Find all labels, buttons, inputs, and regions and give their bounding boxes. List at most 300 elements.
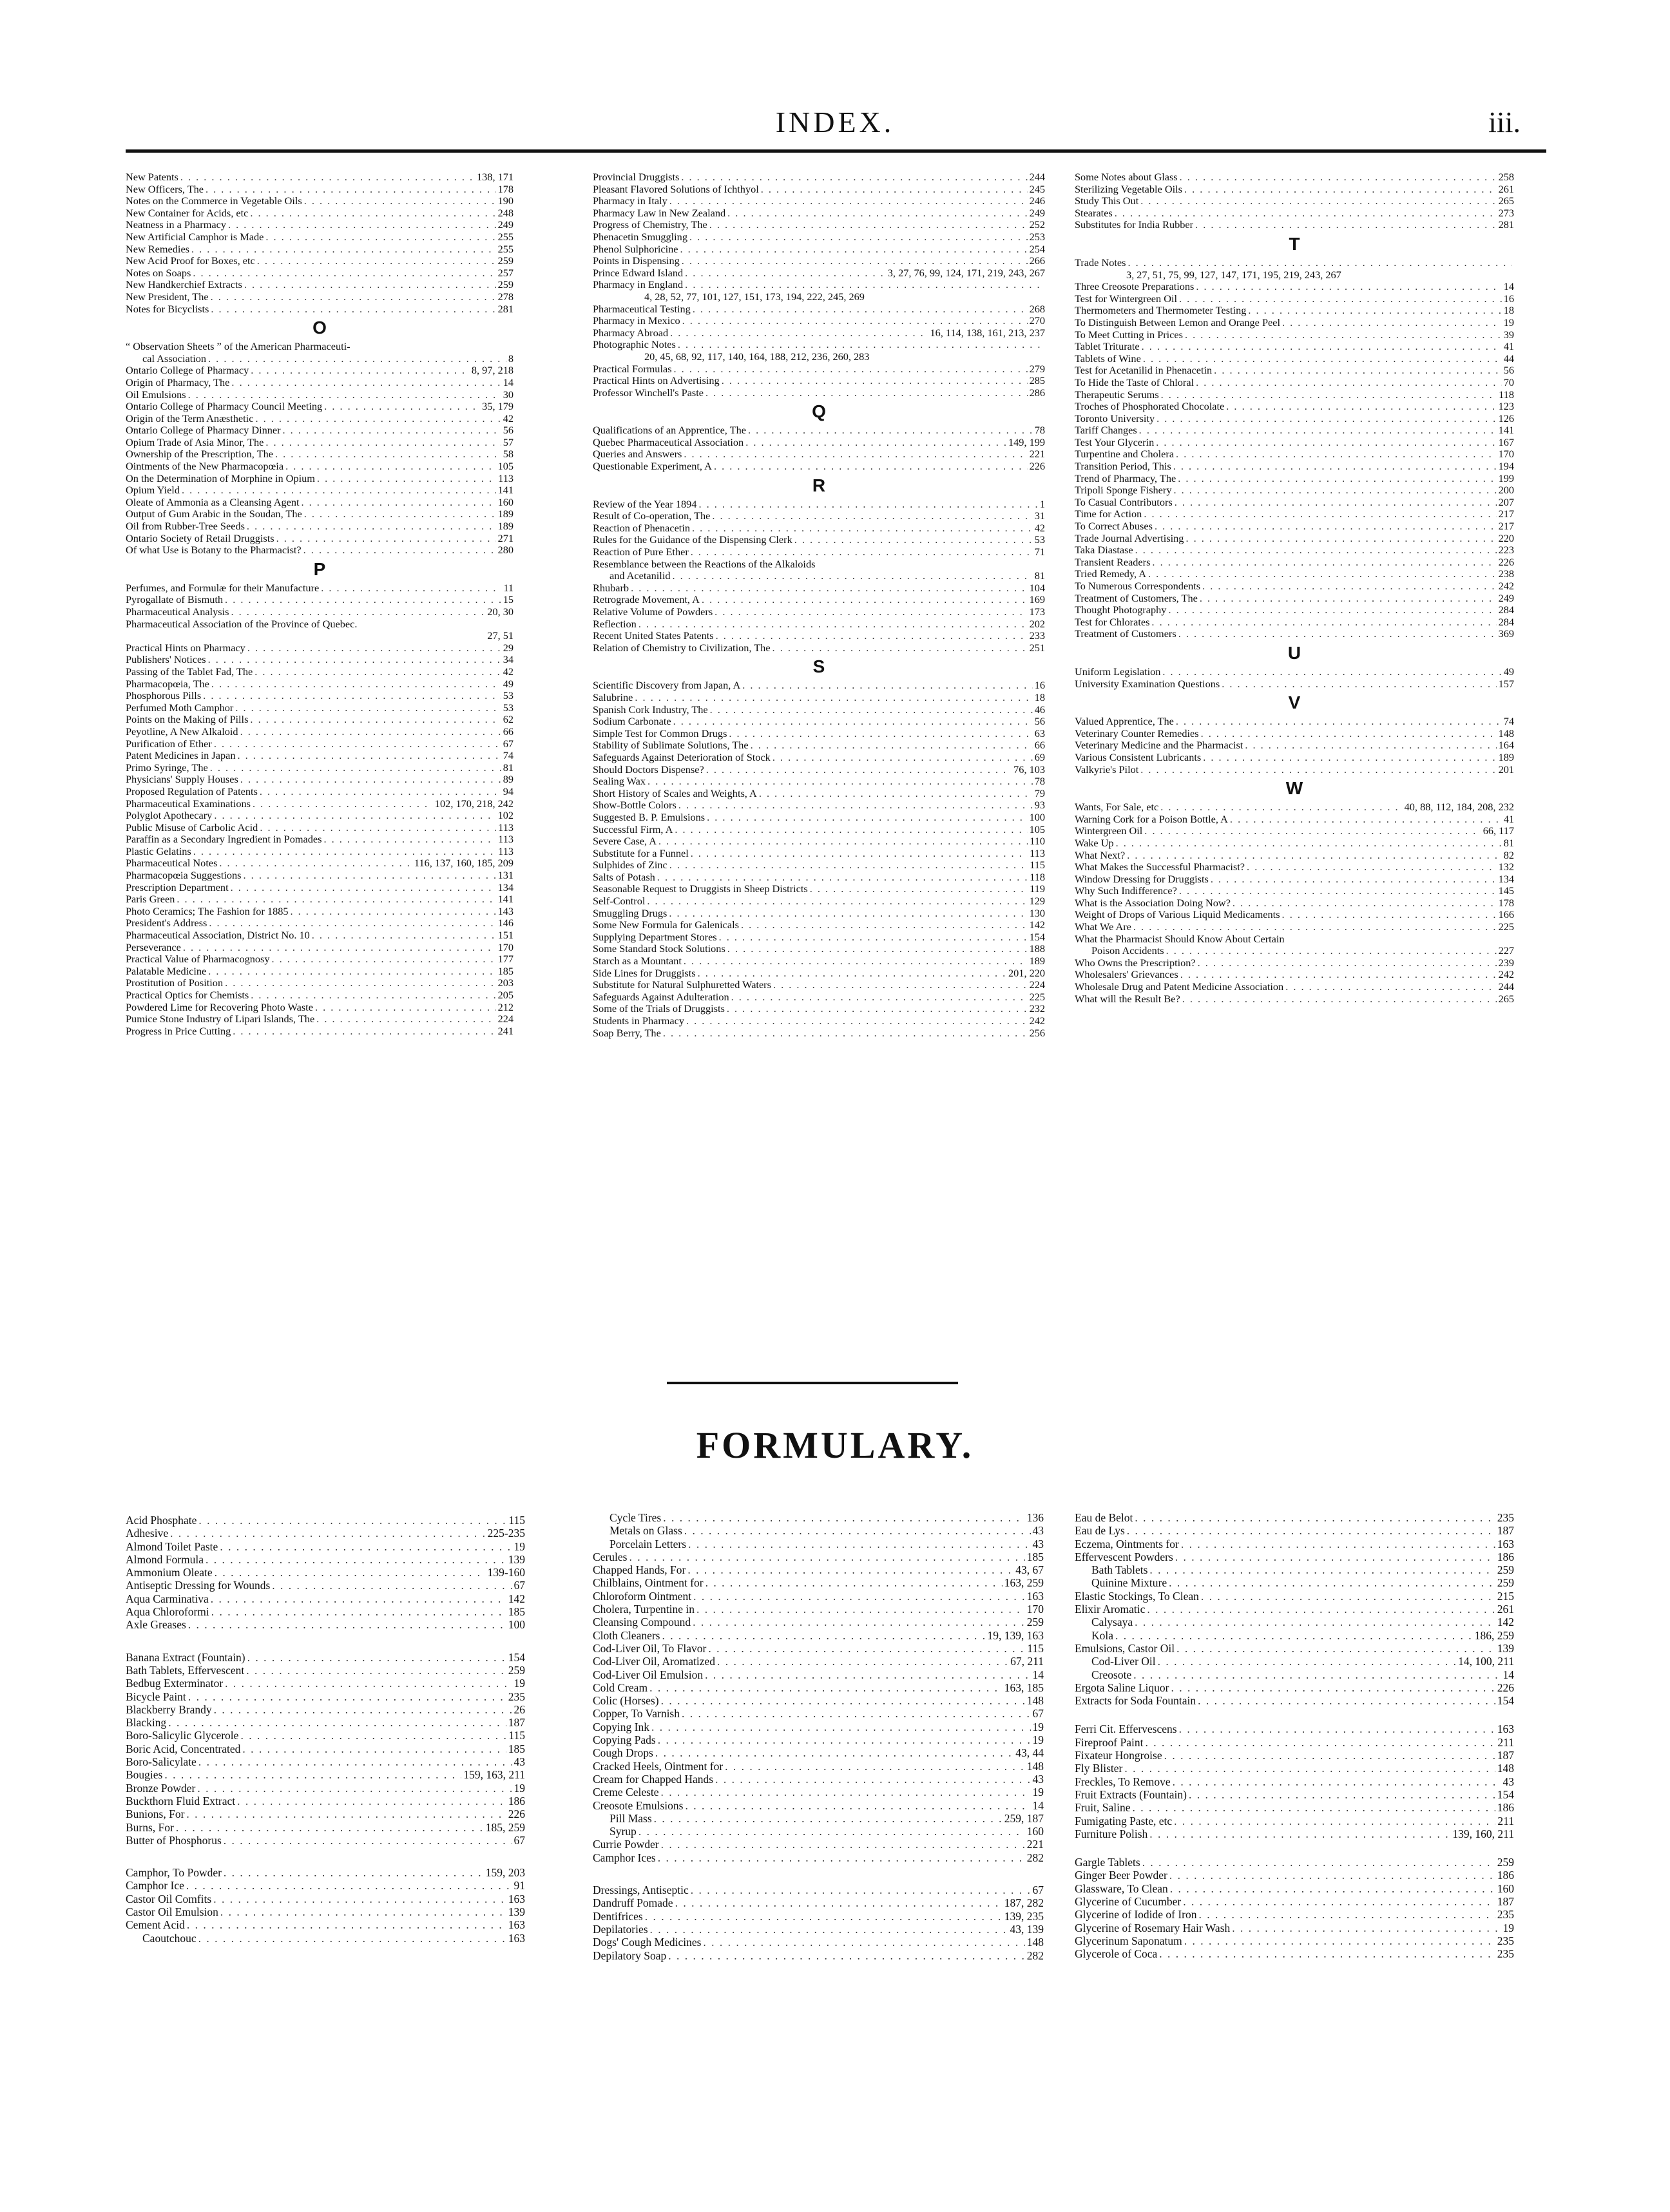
entry-pages: 113: [1030, 847, 1045, 859]
entry-pages: 259: [497, 279, 513, 291]
index-entry: [1075, 921, 1514, 933]
formulary-entry: [126, 1664, 525, 1677]
entry-title: Adhesive: [126, 1527, 169, 1540]
entry-title: New Acid Proof for Boxes, etc: [126, 255, 255, 267]
entry-title: Blackberry Brandy: [126, 1702, 212, 1716]
entry-title: Ammonium Oleate: [126, 1566, 213, 1579]
leader-dots: [678, 339, 1043, 351]
formulary-entry: [126, 1782, 525, 1795]
leader-dots: [706, 764, 1012, 776]
entry-pages: 256: [1029, 1027, 1045, 1039]
entry-pages: 8, 97, 218: [471, 365, 513, 377]
leader-dots: [1173, 484, 1496, 497]
entry-pages: 53: [1034, 534, 1045, 546]
leader-dots: [219, 857, 412, 870]
leader-dots: [810, 883, 1028, 895]
entry-title: Chapped Hands, For: [593, 1563, 686, 1577]
formulary-entry: [126, 1768, 525, 1781]
entry-pages: 93: [1034, 799, 1045, 812]
entry-title: What the Pharmacist Should Know About Certain: [1075, 933, 1285, 945]
entry-title: Some New Formula for Galenicals: [593, 919, 739, 931]
index-entry: [1075, 195, 1514, 207]
index-entry: [126, 822, 513, 834]
index-entry: [1075, 969, 1514, 981]
entry-title: Troches of Phosphorated Chocolate: [1075, 401, 1225, 413]
entry-pages: 185: [508, 1605, 525, 1619]
index-entry: [126, 750, 513, 762]
entry-title: Camphor Ice: [126, 1879, 184, 1893]
leader-dots: [211, 678, 501, 691]
leader-dots: [655, 1746, 1013, 1759]
index-entry: [593, 630, 1045, 642]
entry-pages: 53: [503, 701, 513, 714]
leader-dots: [324, 401, 480, 413]
entry-pages: 67, 211: [1010, 1655, 1044, 1668]
index-group-p: [126, 582, 513, 618]
entry-pages: 130: [1029, 907, 1045, 919]
index-entry: [126, 520, 513, 533]
leader-dots: [1149, 1563, 1495, 1576]
entry-pages: 249: [1029, 207, 1045, 219]
index-entry: [1075, 424, 1514, 437]
index-entry: [593, 991, 1045, 1004]
leader-dots: [198, 1755, 512, 1768]
entry-pages: 116, 137, 160, 185, 209: [414, 857, 513, 870]
leader-dots: [675, 1896, 1003, 1909]
index-entry: [593, 606, 1045, 618]
entry-title: Thermometers and Thermometer Testing: [1075, 305, 1247, 317]
entry-pages: 139: [508, 1905, 525, 1919]
formulary-entry: [593, 1760, 1044, 1773]
leader-dots: [649, 1681, 1003, 1694]
entry-title: Oil Emulsions: [126, 388, 186, 401]
entry-pages: 164: [1498, 739, 1514, 752]
leader-dots: [316, 1013, 495, 1025]
entry-title: Turpentine and Cholera: [1075, 448, 1175, 461]
index-entry: [593, 799, 1045, 812]
entry-title: Fruit, Saline: [1075, 1801, 1131, 1815]
index-entry: [1075, 616, 1514, 629]
entry-pages: 235: [1497, 1511, 1514, 1524]
entry-title: New Remedies: [126, 243, 190, 255]
leader-dots: [237, 1795, 506, 1807]
formulary-entry: [593, 1576, 1044, 1589]
leader-dots: [198, 1514, 506, 1527]
entry-pages: 74: [503, 750, 513, 762]
index-entry: [593, 499, 1045, 511]
leader-dots: [727, 1003, 1028, 1015]
index-entry: [593, 243, 1045, 256]
formulary-entry: [1075, 1511, 1514, 1524]
entry-pages: 212: [497, 1001, 513, 1013]
entry-title: Points in Dispensing: [593, 255, 680, 267]
leader-dots: [684, 1524, 1031, 1537]
leader-dots: [1179, 1722, 1495, 1735]
index-group-s: [593, 680, 1045, 1039]
index-entry: [593, 534, 1045, 546]
formulary-entry: [1075, 1722, 1514, 1735]
formulary-entry: [593, 1642, 1044, 1655]
index-entry: [593, 979, 1045, 991]
leader-dots: [662, 1629, 986, 1642]
entry-title: Sodium Carbonate: [593, 716, 671, 728]
formulary-entry: [126, 1729, 525, 1742]
entry-pages: 27, 51: [487, 630, 513, 642]
index-entry: [1075, 739, 1514, 752]
entry-title: Notes on the Commerce in Vegetable Oils: [126, 195, 302, 207]
index-entry: [126, 882, 513, 894]
entry-title: Glycerine of Iodide of Iron: [1075, 1908, 1197, 1921]
entry-pages: 189: [1498, 751, 1514, 763]
leader-dots: [663, 1027, 1028, 1040]
leader-dots: [240, 1729, 506, 1742]
leader-dots: [1156, 437, 1496, 449]
entry-pages: 19, 139, 163: [987, 1628, 1044, 1642]
entry-pages: 71: [1034, 546, 1045, 558]
index-entry: [593, 931, 1045, 944]
leader-dots: [1149, 1827, 1450, 1840]
leader-dots: [688, 1538, 1030, 1550]
leader-dots: [224, 1834, 512, 1847]
leader-dots: [1189, 1788, 1495, 1801]
entry-pages: 259: [1497, 1576, 1514, 1590]
index-entry: [1075, 957, 1514, 969]
entry-title: Test for Chlorates: [1075, 616, 1150, 628]
entry-title: Cycle Tires: [609, 1511, 662, 1524]
leader-dots: [1159, 1947, 1495, 1960]
leader-dots: [1173, 461, 1497, 473]
entry-pages: 186: [1497, 1801, 1514, 1815]
entry-title: Various Consistent Lubricants: [1075, 751, 1202, 763]
leader-dots: [304, 508, 496, 520]
entry-pages: 160: [1497, 1882, 1514, 1895]
index-entry: [593, 448, 1045, 461]
leader-dots: [1248, 305, 1501, 317]
entry-title: Relative Volume of Powders: [593, 606, 713, 618]
leader-dots: [638, 618, 1028, 631]
index-entry: [126, 243, 513, 256]
entry-title: Prescription Department: [126, 881, 229, 893]
entry-pages: 16: [1503, 292, 1514, 305]
entry-title: Calysaya: [1091, 1616, 1133, 1629]
leader-dots: [1155, 520, 1497, 533]
entry-title: Notes on Soaps: [126, 267, 191, 279]
entry-pages: 56: [503, 424, 513, 437]
formulary-entry: [593, 1812, 1044, 1825]
entry-title: New President, The: [126, 291, 209, 303]
entry-pages: 79: [1034, 787, 1045, 799]
entry-pages: 226: [1029, 461, 1045, 473]
entry-pages: 142: [508, 1592, 525, 1605]
index-group-w: [1075, 957, 1514, 1005]
entry-title: Boric Acid, Concentrated: [126, 1742, 241, 1755]
group-spacer: [1075, 1707, 1514, 1722]
entry-title: Simple Test for Common Drugs: [593, 727, 727, 739]
formulary-entry: [1075, 1616, 1514, 1628]
leader-dots: [719, 931, 1028, 944]
entry-pages: 43: [1032, 1772, 1044, 1786]
leader-dots: [237, 750, 501, 762]
entry-title: Pharmaceutical Association, District No. 10: [126, 930, 310, 942]
entry-title: Retrograde Movement, A: [593, 594, 700, 606]
formulary-entry: [593, 1910, 1044, 1923]
entry-title: Depilatory Soap: [593, 1949, 667, 1962]
formulary-entry: [593, 1538, 1044, 1550]
leader-dots: [197, 1782, 512, 1795]
entry-pages: 113: [498, 834, 513, 846]
entry-pages: 166: [1498, 909, 1514, 921]
leader-dots: [191, 243, 496, 256]
index-entry: [126, 786, 513, 798]
leader-dots: [715, 606, 1027, 618]
entry-title: Pharmaceutical Association of the Province of Quebec.: [126, 618, 358, 630]
index-entry: [1075, 207, 1514, 220]
index-entry: [1075, 666, 1514, 678]
entry-pages: 14: [1032, 1798, 1044, 1812]
entry-title: New Patents: [126, 171, 178, 183]
letter-heading-t: T: [1289, 233, 1300, 254]
leader-dots: [1182, 993, 1497, 1006]
entry-pages: 74: [1503, 716, 1514, 728]
entry-title: Result of Co-operation, The: [593, 510, 711, 522]
formulary-entry: [1075, 1736, 1514, 1749]
entry-title: Reaction of Phenacetin: [593, 522, 690, 534]
formulary-entry: [126, 1893, 525, 1905]
index-group-o: [126, 365, 513, 557]
entry-title: To Distinguish Between Lemon and Orange Peel: [1075, 316, 1280, 329]
entry-title: Chilblains, Ointment for: [593, 1576, 704, 1590]
index-entry: [1075, 933, 1514, 946]
entry-pages: 157: [1498, 678, 1514, 690]
leader-dots: [1133, 1801, 1495, 1814]
leader-dots: [1127, 1524, 1495, 1537]
entry-title: Neatness in a Pharmacy: [126, 219, 226, 231]
formulary-entry: [593, 1590, 1044, 1603]
leader-dots: [1173, 1775, 1501, 1788]
leader-dots: [251, 365, 470, 377]
index-entry: [1075, 473, 1514, 485]
leader-dots: [1282, 909, 1497, 921]
entry-title: Polyglot Apothecary: [126, 810, 213, 822]
entry-pages: 146: [497, 917, 513, 930]
leader-dots: [255, 413, 501, 425]
index-entry: [1075, 580, 1514, 593]
index-group-p: [126, 642, 513, 1038]
leader-dots: [693, 1616, 1025, 1628]
formulary-group-f: [1075, 1722, 1514, 1840]
leader-dots: [1124, 1762, 1495, 1775]
entry-pages: 14: [1503, 281, 1514, 293]
leader-dots: [1135, 1511, 1495, 1524]
formulary-entry: [1075, 1563, 1514, 1576]
formulary-entry: [1075, 1882, 1514, 1895]
leader-dots: [1179, 293, 1502, 305]
formulary-entry: [1075, 1550, 1514, 1563]
index-entry: [593, 955, 1045, 968]
leader-dots: [1184, 1934, 1495, 1947]
leader-dots: [1199, 1908, 1495, 1921]
entry-title: Cod-Liver Oil, To Flavor: [593, 1641, 707, 1655]
entry-pages: 3, 27, 76, 99, 124, 171, 219, 243, 267: [887, 267, 1045, 279]
leader-dots: [1232, 1921, 1501, 1934]
leader-dots: [1140, 764, 1496, 776]
index-entry: [126, 279, 513, 291]
index-entry: [1075, 401, 1514, 413]
entry-title: Banana Extract (Fountain): [126, 1650, 245, 1664]
leader-dots: [682, 315, 1028, 327]
leader-dots: [685, 267, 886, 280]
entry-pages: 43: [1032, 1524, 1044, 1538]
leader-dots: [187, 1918, 506, 1931]
index-entry: [593, 752, 1045, 764]
entry-title: Syrup: [609, 1825, 637, 1838]
entry-title: Test for Wintergreen Oil: [1075, 292, 1178, 305]
entry-pages: 185: [497, 965, 513, 977]
entry-pages: 102, 170, 218, 242: [434, 797, 513, 810]
entry-pages: 3, 27, 51, 75, 99, 127, 147, 171, 195, 219, 243, 267: [1126, 268, 1341, 281]
entry-pages: 110: [1030, 835, 1045, 848]
entry-pages: 227: [1498, 945, 1514, 957]
formulary-entry: [1075, 1681, 1514, 1694]
page-number: iii.: [1488, 106, 1521, 138]
entry-title: Ferri Cit. Effervescens: [1075, 1722, 1177, 1736]
index-entry: [1075, 353, 1514, 365]
entry-pages: 154: [508, 1650, 525, 1664]
entry-title: Dressings, Antiseptic: [593, 1883, 689, 1897]
entry-pages: 56: [1034, 716, 1045, 728]
entry-title: Elastic Stockings, To Clean: [1075, 1589, 1199, 1603]
index-entry: [126, 473, 513, 485]
index-entry: [593, 219, 1045, 231]
leader-dots: [684, 448, 1027, 461]
entry-pages: 187: [508, 1716, 525, 1730]
entry-pages: 186: [1497, 1869, 1514, 1882]
formulary-entry: [593, 1746, 1044, 1759]
entry-pages: 226: [1498, 556, 1514, 568]
entry-pages: 69: [1034, 751, 1045, 763]
leader-dots: [725, 1760, 1025, 1773]
entry-title: Salts of Potash: [593, 871, 655, 883]
formulary-entry: [593, 1668, 1044, 1681]
leader-dots: [1201, 1590, 1495, 1603]
entry-pages: 149, 199: [1008, 436, 1045, 448]
entry-title: Currie Powder: [593, 1838, 659, 1851]
entry-title: Tablet Triturate: [1075, 341, 1140, 353]
entry-title: Copper, To Varnish: [593, 1707, 680, 1721]
leader-dots: [225, 977, 495, 989]
entry-pages: 281: [497, 303, 513, 315]
entry-pages: 178: [1498, 897, 1514, 909]
entry-title: Salubrine: [593, 691, 633, 703]
leader-dots: [291, 906, 496, 918]
entry-pages: 284: [1498, 604, 1514, 616]
entry-pages: 163: [508, 1931, 525, 1945]
index-entry: [1075, 461, 1514, 473]
entry-pages: 265: [1498, 993, 1514, 1005]
entry-title: Self-Control: [593, 895, 646, 908]
entry-pages: 41: [1503, 813, 1514, 825]
entry-title: Cholera, Turpentine in: [593, 1603, 695, 1616]
entry-pages: 235: [1497, 1908, 1514, 1921]
entry-title: Bougies: [126, 1768, 163, 1782]
leader-dots: [225, 1677, 512, 1690]
entry-pages: 148: [1026, 1694, 1044, 1708]
entry-title: Eau de Lys: [1075, 1524, 1125, 1538]
entry-title: Buckthorn Fluid Extract: [126, 1794, 236, 1807]
leader-dots: [246, 1664, 506, 1677]
index-entry: [593, 943, 1045, 955]
formulary-entry: [126, 1703, 525, 1716]
leader-dots: [710, 704, 1033, 716]
entry-title: Some Standard Stock Solutions: [593, 943, 725, 955]
entry-title: Glycerinum Saponatum: [1075, 1934, 1182, 1947]
leader-dots: [182, 484, 496, 497]
entry-pages: 145: [1498, 885, 1514, 897]
entry-pages: 148: [1026, 1759, 1044, 1773]
entry-pages: 189: [497, 520, 513, 533]
leader-dots: [685, 279, 1043, 291]
formulary-group-e: [1075, 1511, 1514, 1707]
leader-dots: [250, 207, 495, 220]
formulary-entry: [1075, 1538, 1514, 1550]
leader-dots: [214, 1703, 512, 1716]
entry-pages: 44: [1503, 352, 1514, 365]
index-entry: [126, 630, 513, 642]
entry-pages: 142: [1029, 919, 1045, 931]
leader-dots: [177, 893, 495, 906]
leader-dots: [648, 776, 1033, 788]
entry-pages: 251: [1029, 642, 1045, 654]
leader-dots: [716, 630, 1028, 642]
entry-title: Treatment of Customers: [1075, 628, 1176, 640]
entry-pages: 238: [1498, 568, 1514, 580]
formulary-entry: [593, 1773, 1044, 1786]
formulary-entry: [126, 1553, 525, 1566]
index-entry: [126, 497, 513, 509]
entry-title: Poison Accidents: [1091, 945, 1164, 957]
entry-title: Tablets of Wine: [1075, 352, 1141, 365]
index-entry: [593, 522, 1045, 535]
entry-pages: 242: [1498, 969, 1514, 981]
formulary-entry: [593, 1511, 1044, 1524]
leader-dots: [682, 1707, 1031, 1720]
entry-title: cal Association: [142, 352, 207, 365]
index-entry: [126, 834, 513, 846]
entry-title: Cream for Chapped Hands: [593, 1772, 714, 1786]
leader-dots: [731, 991, 1028, 1004]
index-entry: [1075, 281, 1514, 293]
entry-title: Uniform Legislation: [1075, 665, 1161, 678]
leader-dots: [168, 1716, 506, 1729]
entry-pages: 199: [1498, 472, 1514, 484]
formulary-entry: [1075, 1694, 1514, 1707]
entry-title: Practical Value of Pharmacognosy: [126, 953, 270, 966]
entry-title: Cough Drops: [593, 1746, 653, 1760]
entry-title: What Makes the Successful Pharmacist?: [1075, 861, 1245, 873]
leader-dots: [696, 1603, 1025, 1616]
entry-title: Wake Up: [1075, 837, 1114, 849]
formulary-entry: [593, 1603, 1044, 1616]
entry-title: Bunions, For: [126, 1807, 185, 1821]
leader-dots: [1245, 739, 1496, 752]
index-entry: [593, 1015, 1045, 1027]
leader-dots: [1152, 557, 1496, 569]
entry-title: Valued Apprentice, The: [1075, 716, 1174, 728]
entry-pages: 278: [497, 291, 513, 303]
letter-heading-w: W: [1285, 778, 1303, 799]
formulary-entry: [1075, 1947, 1514, 1960]
index-entry: [126, 365, 513, 377]
